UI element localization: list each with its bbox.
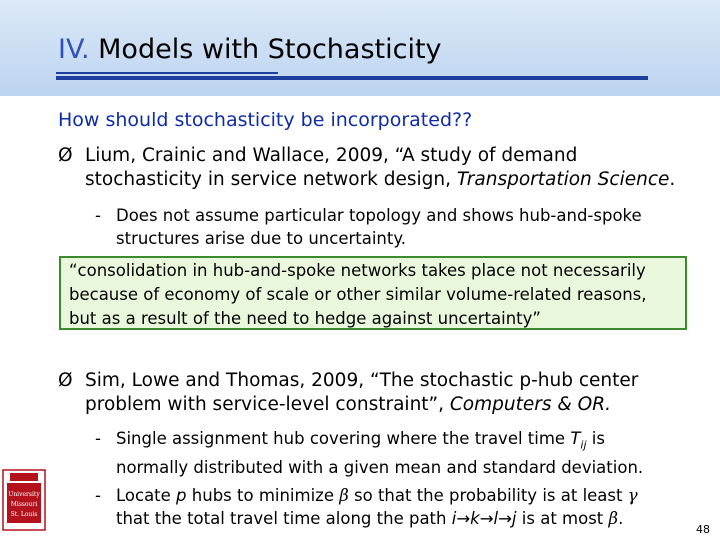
page-number: 48 xyxy=(696,523,710,536)
sub-line-1 xyxy=(116,427,643,456)
dash-marker: - xyxy=(95,486,101,505)
quote-box xyxy=(59,256,687,330)
sub-text xyxy=(116,204,642,250)
title-underline-short xyxy=(56,72,278,74)
sub-text-b: hubs to minimize xyxy=(186,486,340,505)
sub-line-2: structures arise due to uncertainty. xyxy=(116,229,406,248)
bullet-2-text xyxy=(85,369,638,417)
bullet-1-line-2-text: stochasticity in service network design, xyxy=(85,169,457,190)
slide-title xyxy=(58,34,442,65)
bullet-2-line-2 xyxy=(85,393,638,417)
journal-name: Computers & OR. xyxy=(449,394,611,415)
sub-line-1-end: is xyxy=(586,429,605,448)
sub-line-1 xyxy=(116,484,638,507)
sub-text-f: . xyxy=(618,509,624,528)
sub-text-e: is at most xyxy=(516,509,609,528)
var-p: p xyxy=(176,486,187,505)
var-beta: β xyxy=(608,509,619,528)
sub-line-1: Does not assume particular topology and shows hub-and-spoke xyxy=(116,206,642,225)
logo-line-1: University xyxy=(8,491,40,498)
quote-line-1: “consolidation in hub-and-spoke networks takes place not necessarily xyxy=(69,261,646,280)
quote-line-2: because of economy of scale or other similar volume-related reasons, xyxy=(69,285,647,304)
var-gamma: γ xyxy=(627,486,638,505)
sub-text-a: Locate xyxy=(116,486,177,505)
sub-text xyxy=(116,427,643,479)
bullet-1-line-1: Lium, Crainic and Wallace, 2009, “A study of demand xyxy=(85,145,578,166)
var-T: T xyxy=(570,429,581,448)
var-ij: ij xyxy=(580,438,587,452)
sub-text xyxy=(116,484,638,530)
title-text: Models with Stochasticity xyxy=(98,34,442,65)
sub-line-1-text: Single assignment hub covering where the travel time xyxy=(116,429,571,448)
sub-text-d: that the total travel time along the path xyxy=(116,509,452,528)
sub-line-2 xyxy=(116,507,638,530)
path-expression: i→k→l→j xyxy=(451,509,517,528)
bullet-arrow-icon: Ø xyxy=(58,145,73,166)
logo-line-2: Missouri xyxy=(10,501,38,508)
dash-marker: - xyxy=(95,206,101,225)
title-underline xyxy=(56,76,648,80)
title-number: IV. xyxy=(58,34,90,65)
bullet-arrow-icon: Ø xyxy=(58,370,73,391)
dash-marker: - xyxy=(95,429,101,448)
logo-line-3: St. Louis xyxy=(10,511,38,518)
quote-text xyxy=(69,259,647,331)
sub-line-2: normally distributed with a given mean and standard deviation. xyxy=(116,458,644,478)
bullet-2-line-2-text: problem with service-level constraint”, xyxy=(85,394,450,415)
question-heading: How should stochasticity be incorporated?? xyxy=(58,109,473,131)
bullet-1-period: . xyxy=(669,169,676,190)
journal-name: Transportation Science xyxy=(456,169,670,190)
quote-line-3: but as a result of the need to hedge against uncertainty” xyxy=(69,309,541,328)
bullet-2-line-1: Sim, Lowe and Thomas, 2009, “The stochastic p-hub center xyxy=(85,370,639,391)
bullet-1-text xyxy=(85,144,675,192)
university-logo xyxy=(2,469,46,531)
bullet-1-line-2 xyxy=(85,168,675,192)
var-beta: β xyxy=(339,486,349,505)
sub-text-c: so that the probability is at least xyxy=(348,486,628,505)
